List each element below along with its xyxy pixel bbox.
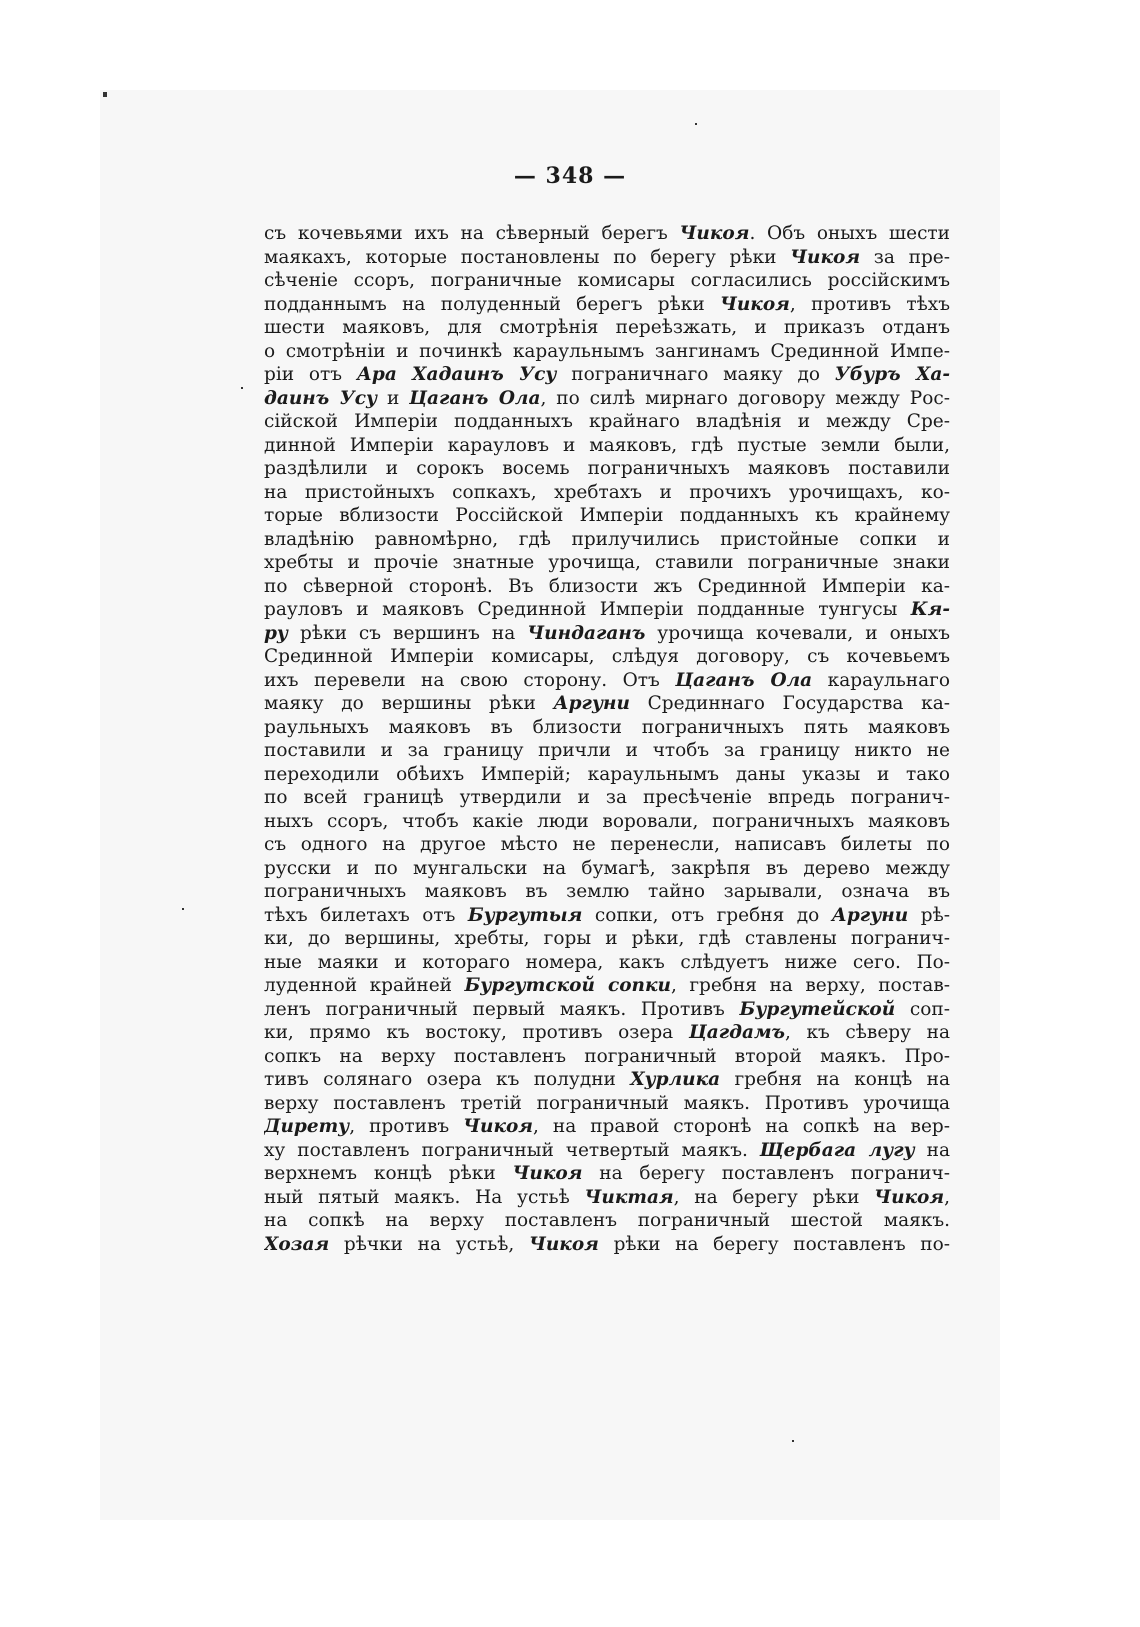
text-run: , [944, 1186, 950, 1208]
text-line [264, 1021, 950, 1045]
italic-name: Цаганъ Ола [409, 387, 541, 409]
text-line [264, 222, 950, 246]
text-line [264, 998, 950, 1022]
text-run: рѣчки на устьѣ, [329, 1233, 529, 1255]
text-run: рѣки на берегу поставленъ по- [598, 1233, 950, 1255]
text-line [264, 645, 950, 669]
scan-mark [103, 92, 107, 97]
text-run: тѣхъ билетахъ отъ [264, 904, 468, 926]
text-run: , противъ [349, 1116, 464, 1137]
text-line [264, 340, 950, 364]
text-line [264, 692, 950, 716]
italic-name: Цагдамъ [688, 1022, 785, 1043]
text-line [264, 622, 950, 646]
text-line [264, 1045, 950, 1069]
text-run: караульнаго [812, 669, 950, 691]
italic-name: Хурлика [630, 1069, 721, 1090]
text-run: ные маяки и котораго номера, какъ слѣдуетъ ниже сего. По- [264, 951, 950, 973]
italic-name: Чикоя [463, 1116, 534, 1137]
text-run: по сѣверной сторонѣ. Въ близости жъ Срединной Имперіи ка- [264, 575, 950, 597]
scan-mark [182, 908, 184, 910]
text-run: , къ сѣверу на [785, 1022, 950, 1043]
text-run: сопкъ на верху поставленъ пограничный второй маякъ. Про- [264, 1045, 950, 1067]
text-run: Срединной Имперіи комисары, слѣдуя договору, съ кочевьемъ [264, 646, 950, 667]
page-number: — 348 — [513, 163, 627, 189]
text-line [264, 669, 950, 693]
text-line [264, 457, 950, 481]
text-line [264, 716, 950, 740]
scan-mark [241, 387, 243, 389]
text-line [264, 1209, 950, 1233]
text-line [264, 810, 950, 834]
text-run: , противъ тѣхъ [789, 293, 950, 315]
italic-name: Бургутыя [467, 904, 583, 926]
text-line [264, 786, 950, 810]
text-run: на берегу поставленъ погранич- [582, 1163, 950, 1184]
body-text [264, 222, 950, 1256]
text-run: ный пятый маякъ. На устьѣ [264, 1186, 585, 1208]
text-run: рѣки съ вершинъ на [288, 622, 528, 644]
italic-name: ру [264, 622, 289, 644]
italic-name: Чикоя [679, 223, 750, 244]
text-run: поставили и за границу причли и чтобъ за границу никто не [264, 740, 950, 761]
text-run: верхнемъ концѣ рѣки [264, 1163, 513, 1184]
text-line [264, 857, 950, 881]
italic-name: Чиктая [584, 1186, 674, 1208]
text-run: гребня на концѣ на [720, 1069, 950, 1090]
text-line [264, 551, 950, 575]
text-run: на пристойныхъ сопкахъ, хребтахъ и прочихъ урочищахъ, ко- [264, 481, 950, 503]
text-run: динной Имперіи карауловъ и маяковъ, гдѣ пустые земли были, [264, 434, 950, 456]
text-line [264, 763, 950, 787]
text-line [264, 363, 950, 387]
text-line [264, 293, 950, 317]
text-line [264, 1233, 950, 1257]
text-line [264, 1186, 950, 1210]
text-line [264, 598, 950, 622]
text-run: рѣ- [908, 904, 950, 926]
text-run: сопки, отъ гребня до [582, 904, 832, 926]
italic-name: Чиндаганъ [527, 622, 646, 644]
italic-name: Кя- [910, 599, 950, 620]
text-line [264, 246, 950, 270]
italic-name: Щербага лугу [759, 1139, 915, 1161]
italic-name: Дирету [264, 1116, 350, 1137]
text-run: торые вблизости Россійской Имперіи подданныхъ къ крайнему [264, 505, 950, 526]
text-run: ныхъ ссоръ, чтобъ какіе люди воровали, пограничныхъ маяковъ [264, 810, 950, 832]
text-line [264, 1139, 950, 1163]
text-run: владѣнію равномѣрно, гдѣ прилучились пристойные сопки и [264, 528, 950, 550]
italic-name: Бургутской сопки [464, 975, 671, 996]
text-run: маяку до вершины рѣки [264, 693, 554, 714]
italic-name: Аргуни [831, 904, 909, 926]
text-run: ху поставленъ пограничный четвертый маякъ. [264, 1139, 760, 1161]
text-line [264, 434, 950, 458]
text-run: ки, прямо къ востоку, противъ озера [264, 1022, 689, 1043]
text-line [264, 1092, 950, 1116]
text-line [264, 927, 950, 951]
text-run: хребты и прочіе знатные урочища, ставили пограничные знаки [264, 552, 950, 573]
text-run: на [914, 1139, 950, 1161]
text-run: урочища кочевали, и оныхъ [645, 622, 950, 644]
text-run: ленъ пограничный первый маякъ. Противъ [264, 998, 740, 1020]
text-run: сійской Имперіи подданныхъ крайнаго владѣнія и между Сре- [264, 411, 950, 432]
text-run: о смотрѣніи и починкѣ караульнымъ зангинамъ Срединной Импе- [264, 340, 950, 362]
text-run: сѣченіе ссоръ, пограничные комисары согласились россійскимъ [264, 270, 950, 291]
text-run: на сопкѣ на верху поставленъ пограничный шестой маякъ. [264, 1210, 950, 1231]
scan-mark [695, 123, 697, 125]
text-run: шести маяковъ, для смотрѣнія переѣзжать, и приказъ отданъ [264, 317, 950, 338]
text-run: ки, до вершины, хребты, горы и рѣки, гдѣ ставлены погранич- [264, 928, 950, 949]
italic-name: Ара Хадаинъ Усу [356, 364, 557, 385]
text-run: маякахъ, которые постановлены по берегу рѣки [264, 246, 791, 268]
text-line [264, 387, 950, 411]
text-run: Срединнаго Государства ка- [629, 693, 950, 714]
text-line [264, 1162, 950, 1186]
text-run: тивъ солянаго озера къ полудни [264, 1069, 631, 1090]
text-run: раздѣлили и сорокъ восемь пограничныхъ маяковъ поставили [264, 458, 950, 479]
text-run: и [377, 387, 410, 409]
text-run: . Объ оныхъ шести [749, 223, 950, 244]
scan-mark [792, 1440, 794, 1442]
text-run: русски и по мунгальски на бумагѣ, закрѣпя въ дерево между [264, 857, 950, 879]
text-run: подданнымъ на полуденный берегъ рѣки [264, 293, 720, 315]
text-run: рауловъ и маяковъ Срединной Имперіи подданные тунгусы [264, 599, 911, 620]
text-line [264, 904, 950, 928]
text-run: за пре- [860, 246, 950, 268]
text-run: съ одного на другое мѣсто не перенесли, написавъ билеты по [264, 834, 950, 855]
text-line [264, 575, 950, 599]
text-run: верху поставленъ третій пограничный маякъ. Противъ урочища [264, 1092, 950, 1114]
italic-name: Чикоя [874, 1186, 945, 1208]
text-run: соп- [895, 998, 950, 1020]
text-run: раульныхъ маяковъ въ близости пограничныхъ пять маяковъ [264, 716, 950, 738]
italic-name: Хозая [264, 1233, 330, 1255]
text-line [264, 739, 950, 763]
italic-name: Чикоя [790, 246, 861, 268]
text-run: луденной крайней [264, 975, 465, 996]
italic-name: Цаганъ Ола [675, 669, 813, 691]
text-line [264, 833, 950, 857]
text-line [264, 528, 950, 552]
italic-name: Чикоя [719, 293, 790, 315]
text-run: переходили обѣихъ Имперій; караульнымъ даны указы и тако [264, 763, 950, 785]
italic-name: Чикоя [512, 1163, 583, 1184]
text-line [264, 269, 950, 293]
text-run: по всей границѣ утвердили и за пресѣченіе впредь погранич- [264, 787, 950, 808]
italic-name: Бургутейской [739, 998, 896, 1020]
italic-name: Аргуни [553, 693, 630, 714]
italic-name: Чикоя [528, 1233, 599, 1255]
text-line [264, 951, 950, 975]
text-run: пограничнаго маяку до [556, 364, 835, 385]
text-line [264, 1115, 950, 1139]
text-run: , гребня на верху, постав- [670, 975, 950, 996]
text-run: , на правой сторонѣ на сопкѣ на вер- [533, 1116, 950, 1137]
text-run: ріи отъ [264, 364, 357, 385]
text-line [264, 410, 950, 434]
text-line [264, 316, 950, 340]
text-run: пограничныхъ маяковъ въ землю тайно зарывали, означа въ [264, 881, 950, 902]
italic-name: даинъ Усу [264, 387, 378, 409]
italic-name: Убуръ Ха- [834, 364, 950, 385]
text-line [264, 1068, 950, 1092]
text-line [264, 481, 950, 505]
text-line [264, 504, 950, 528]
text-run: съ кочевьями ихъ на сѣверный берегъ [264, 223, 680, 244]
text-line [264, 974, 950, 998]
text-line [264, 880, 950, 904]
text-run: , на берегу рѣки [673, 1186, 875, 1208]
text-run: ихъ перевели на свою сторону. Отъ [264, 669, 676, 691]
text-run: , по силѣ мирнаго договору между Рос- [540, 387, 950, 409]
